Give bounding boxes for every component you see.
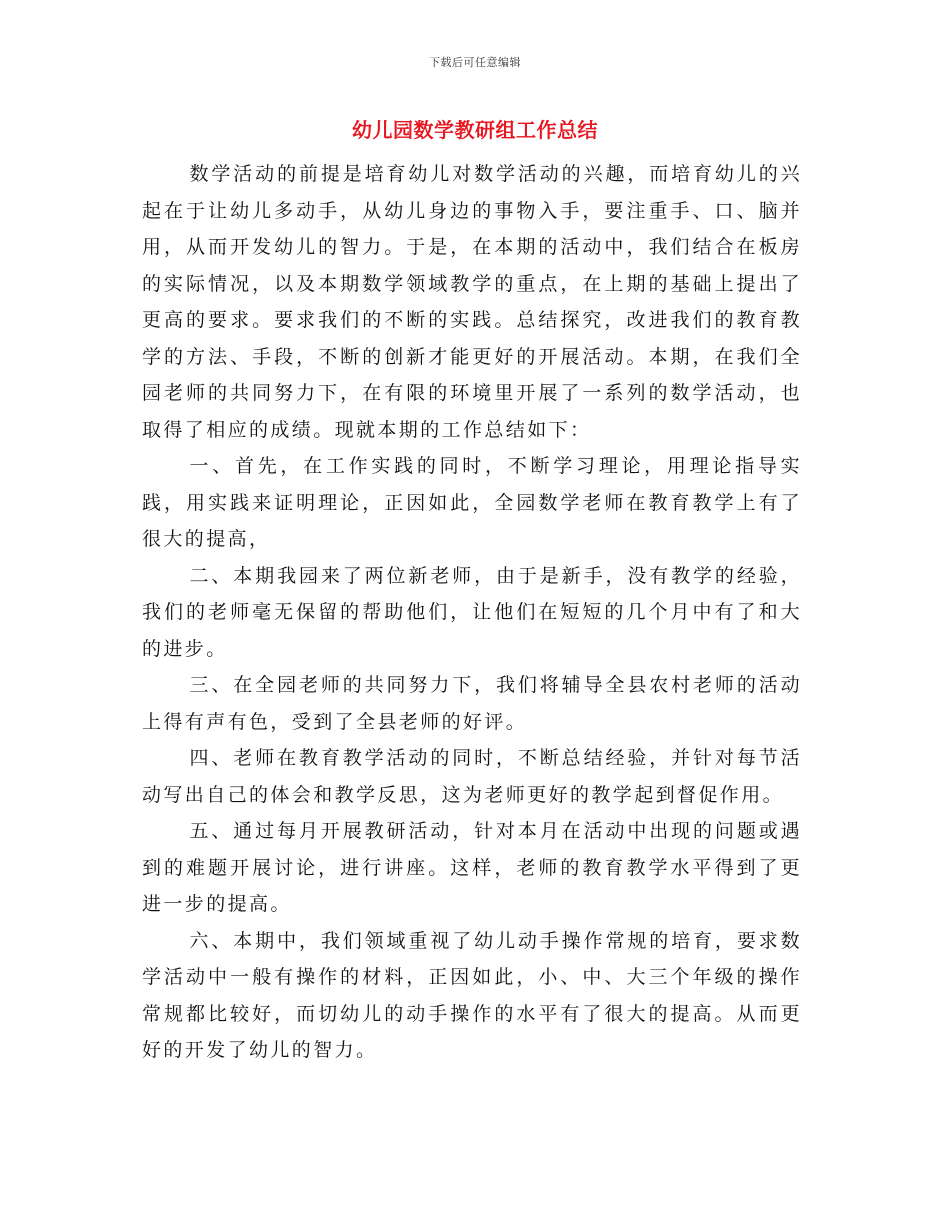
paragraph-item-4: 四、老师在教育教学活动的同时，不断总结经验，并针对每节活动写出自己的体会和教学反思，这为老师更好的教学起到督促作用。 [142,747,802,806]
paragraph-item-5: 五、通过每月开展教研活动，针对本月在活动中出现的问题或遇到的难题开展讨论，进行讲座。这样，老师的教育教学水平得到了更进一步的提高。 [142,820,802,915]
paragraph-item-3: 三、在全园老师的共同努力下，我们将辅导全县农村老师的活动上得有声有色，受到了全县老师的好评。 [142,674,802,733]
header-note: 下载后可任意编辑 [429,56,521,69]
document-body [142,156,802,1069]
paragraph-item-2: 二、本期我园来了两位新老师，由于是新手，没有教学的经验，我们的老师毫无保留的帮助他们，让他们在短短的几个月中有了和大的进步。 [142,564,802,660]
paragraph-item-6: 六、本期中，我们领域重视了幼儿动手操作常规的培育，要求数学活动中一般有操作的材料，正因如此，小、中、大三个年级的操作常规都比较好，而切幼儿的动手操作的水平有了很大的提高。从而更好的开发了幼儿的智力。 [142,929,802,1061]
document-title: 幼儿园数学教研组工作总结 [352,118,598,142]
paragraph-item-1: 一、首先，在工作实践的同时，不断学习理论，用理论指导实践，用实践来证明理论，正因如此，全园数学老师在教育教学上有了很大的提高， [142,455,802,550]
paragraph-intro: 数学活动的前提是培育幼儿对数学活动的兴趣，而培育幼儿的兴起在于让幼儿多动手，从幼儿身边的事物入手，要注重手、口、脑并用，从而开发幼儿的智力。于是，在本期的活动中，我们结合在板房的实际情况，以及本期数学领域教学的重点，在上期的基础上提出了更高的要求。要求我们的不断的实践。总结探究，改进我们的教育教学的方法、手段，不断的创新才能更好的开展活动。本期，在我们全园老师的共同努力下，在有限的环境里开展了一系列的数学活动，也取得了相应的成绩。现就本期的工作总结如下： [142,163,802,441]
